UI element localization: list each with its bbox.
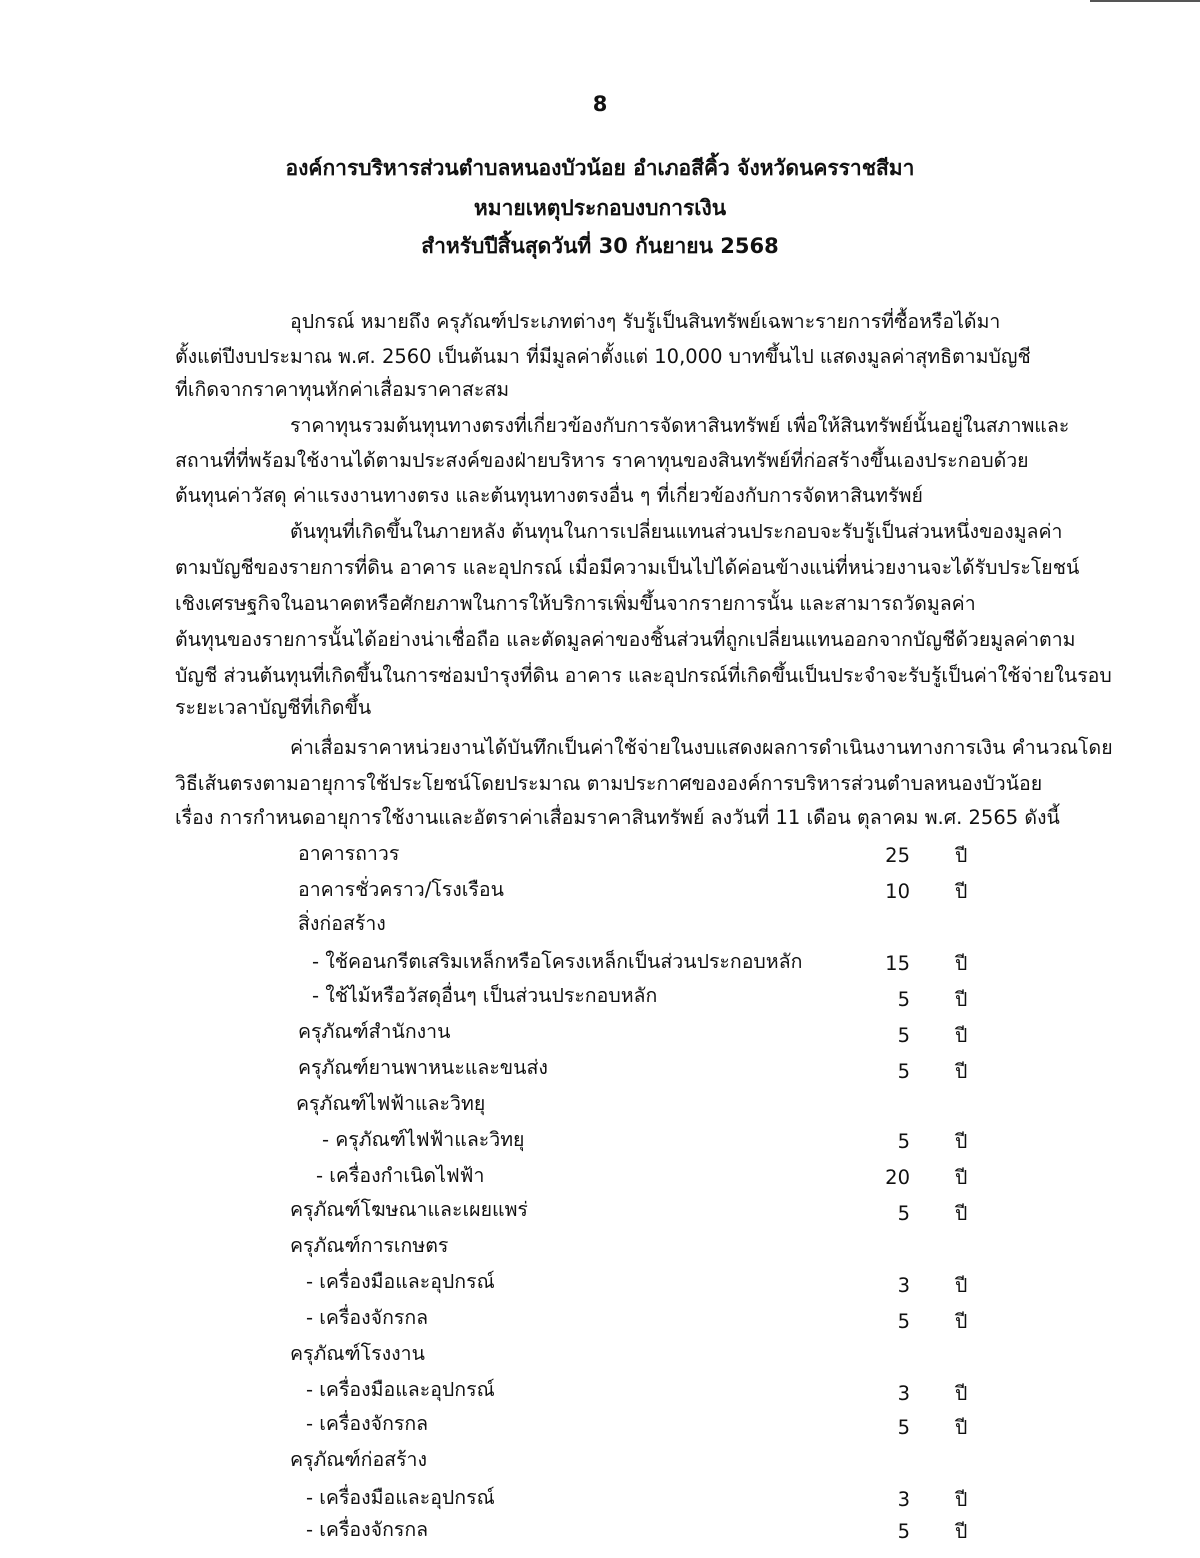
asset-category-label: สิ่งก่อสร้าง [298, 912, 386, 935]
paragraph-line: ค่าเสื่อมราคาหน่วยงานได้บันทึกเป็นค่าใช้จ่ายในงบแสดงผลการดำเนินงานทางการเงิน คำนวณโดย [290, 736, 1113, 759]
asset-label: - เครื่องจักรกล [306, 1412, 429, 1435]
asset-label: - ใช้ไม้หรือวัสดุอื่นๆ เป็นส่วนประกอบหลัก [312, 984, 658, 1007]
paragraph-line: ต้นทุนที่เกิดขึ้นในภายหลัง ต้นทุนในการเปลี่ยนแทนส่วนประกอบจะรับรู้เป็นส่วนหนึ่งของมูลค่า [290, 520, 1063, 543]
useful-life-years: 3 [897, 1274, 910, 1297]
paragraph-line: บัญชี ส่วนต้นทุนที่เกิดขึ้นในการซ่อมบำรุงที่ดิน อาคาร และอุปกรณ์ที่เกิดขึ้นเป็นประจำจะรับรู้เป็นค่าใช้จ่ายในรอบ [175, 664, 1112, 687]
useful-life-years: 5 [897, 1202, 910, 1225]
useful-life-unit: ปี [955, 1202, 968, 1225]
useful-life-years: 5 [897, 1060, 910, 1083]
asset-category-label: ครุภัณฑ์การเกษตร [290, 1234, 449, 1257]
paragraph-line: ระยะเวลาบัญชีที่เกิดขึ้น [175, 696, 372, 719]
useful-life-unit: ปี [955, 844, 968, 867]
asset-category-label: ครุภัณฑ์ไฟฟ้าและวิทยุ [296, 1092, 486, 1115]
page-number: 8 [592, 92, 608, 116]
asset-label: - ครุภัณฑ์ไฟฟ้าและวิทยุ [322, 1128, 525, 1151]
useful-life-years: 10 [885, 880, 910, 903]
useful-life-unit: ปี [955, 952, 968, 975]
useful-life-years: 3 [897, 1382, 910, 1405]
asset-label: - เครื่องจักรกล [306, 1306, 429, 1329]
asset-label: อาคารชั่วคราว/โรงเรือน [298, 878, 504, 901]
useful-life-unit: ปี [955, 1274, 968, 1297]
paragraph-line: ตามบัญชีของรายการที่ดิน อาคาร และอุปกรณ์ เมื่อมีความเป็นไปได้ค่อนข้างแน่ที่หน่วยงานจะได้รับประโยชน์ [175, 556, 1080, 579]
paragraph-line: เรื่อง การกำหนดอายุการใช้งานและอัตราค่าเสื่อมราคาสินทรัพย์ ลงวันที่ 11 เดือน ตุลาคม พ.ศ. 2565 ดังนี้ [175, 806, 1060, 829]
heading-organization: องค์การบริหารส่วนตำบลหนองบัวน้อย อำเภอสีคิ้ว จังหวัดนครราชสีมา [285, 156, 915, 180]
useful-life-unit: ปี [955, 1520, 968, 1543]
useful-life-unit: ปี [955, 1060, 968, 1083]
heading-notes-title: หมายเหตุประกอบงบการเงิน [473, 196, 727, 220]
useful-life-unit: ปี [955, 1382, 968, 1405]
paragraph-line: ที่เกิดจากราคาทุนหักค่าเสื่อมราคาสะสม [175, 378, 510, 401]
asset-label: อาคารถาวร [298, 842, 400, 865]
asset-label: - เครื่องมือและอุปกรณ์ [306, 1270, 495, 1293]
asset-label: ครุภัณฑ์โฆษณาและเผยแพร่ [290, 1198, 528, 1221]
asset-label: - เครื่องมือและอุปกรณ์ [306, 1486, 495, 1509]
paragraph-line: ราคาทุนรวมต้นทุนทางตรงที่เกี่ยวข้องกับการจัดหาสินทรัพย์ เพื่อให้สินทรัพย์นั้นอยู่ในสภาพและ [290, 414, 1070, 437]
useful-life-unit: ปี [955, 1310, 968, 1333]
paragraph-line: ต้นทุนค่าวัสดุ ค่าแรงงานทางตรง และต้นทุนทางตรงอื่น ๆ ที่เกี่ยวข้องกับการจัดหาสินทรัพย์ [175, 484, 923, 507]
useful-life-years: 5 [897, 988, 910, 1011]
useful-life-unit: ปี [955, 1488, 968, 1511]
useful-life-unit: ปี [955, 1130, 968, 1153]
useful-life-years: 5 [897, 1024, 910, 1047]
heading-period: สำหรับปีสิ้นสุดวันที่ 30 กันยายน 2568 [421, 234, 779, 258]
paragraph-line: วิธีเส้นตรงตามอายุการใช้ประโยชน์โดยประมาณ ตามประกาศขององค์การบริหารส่วนตำบลหนองบัวน้อย [175, 772, 1043, 795]
paragraph-line: เชิงเศรษฐกิจในอนาคตหรือศักยภาพในการให้บริการเพิ่มขึ้นจากรายการนั้น และสามารถวัดมูลค่า [175, 592, 976, 615]
paragraph-line: ตั้งแต่ปีงบประมาณ พ.ศ. 2560 เป็นต้นมา ที่มีมูลค่าตั้งแต่ 10,000 บาทขึ้นไป แสดงมูลค่าสุทธิตามบัญชี [175, 345, 1031, 368]
asset-category-label: ครุภัณฑ์โรงงาน [290, 1342, 425, 1365]
scan-edge-mark [1090, 0, 1200, 2]
useful-life-years: 3 [897, 1488, 910, 1511]
asset-label: ครุภัณฑ์สำนักงาน [298, 1020, 451, 1043]
useful-life-unit: ปี [955, 1166, 968, 1189]
useful-life-years: 5 [897, 1310, 910, 1333]
useful-life-years: 5 [897, 1416, 910, 1439]
useful-life-unit: ปี [955, 880, 968, 903]
paragraph-line: ต้นทุนของรายการนั้นได้อย่างน่าเชื่อถือ และตัดมูลค่าของชิ้นส่วนที่ถูกเปลี่ยนแทนออกจากบัญชีด้วยมูลค่าตาม [175, 628, 1076, 651]
asset-label: - เครื่องกำเนิดไฟฟ้า [316, 1164, 485, 1187]
asset-category-label: ครุภัณฑ์ก่อสร้าง [290, 1448, 428, 1471]
asset-label: - เครื่องจักรกล [306, 1518, 429, 1541]
asset-label: - ใช้คอนกรีตเสริมเหล็กหรือโครงเหล็กเป็นส่วนประกอบหลัก [312, 950, 803, 973]
useful-life-years: 5 [897, 1130, 910, 1153]
paragraph-line: สถานที่ที่พร้อมใช้งานได้ตามประสงค์ของฝ่ายบริหาร ราคาทุนของสินทรัพย์ที่ก่อสร้างขึ้นเองประกอบด้วย [175, 449, 1029, 472]
asset-label: - เครื่องมือและอุปกรณ์ [306, 1378, 495, 1401]
useful-life-years: 25 [885, 844, 910, 867]
useful-life-unit: ปี [955, 1416, 968, 1439]
useful-life-years: 20 [885, 1166, 910, 1189]
useful-life-years: 15 [885, 952, 910, 975]
useful-life-years: 5 [897, 1520, 910, 1543]
paragraph-line: อุปกรณ์ หมายถึง ครุภัณฑ์ประเภทต่างๆ รับรู้เป็นสินทรัพย์เฉพาะรายการที่ซื้อหรือได้มา [290, 310, 1001, 333]
asset-label: ครุภัณฑ์ยานพาหนะและขนส่ง [298, 1056, 548, 1079]
useful-life-unit: ปี [955, 988, 968, 1011]
useful-life-unit: ปี [955, 1024, 968, 1047]
